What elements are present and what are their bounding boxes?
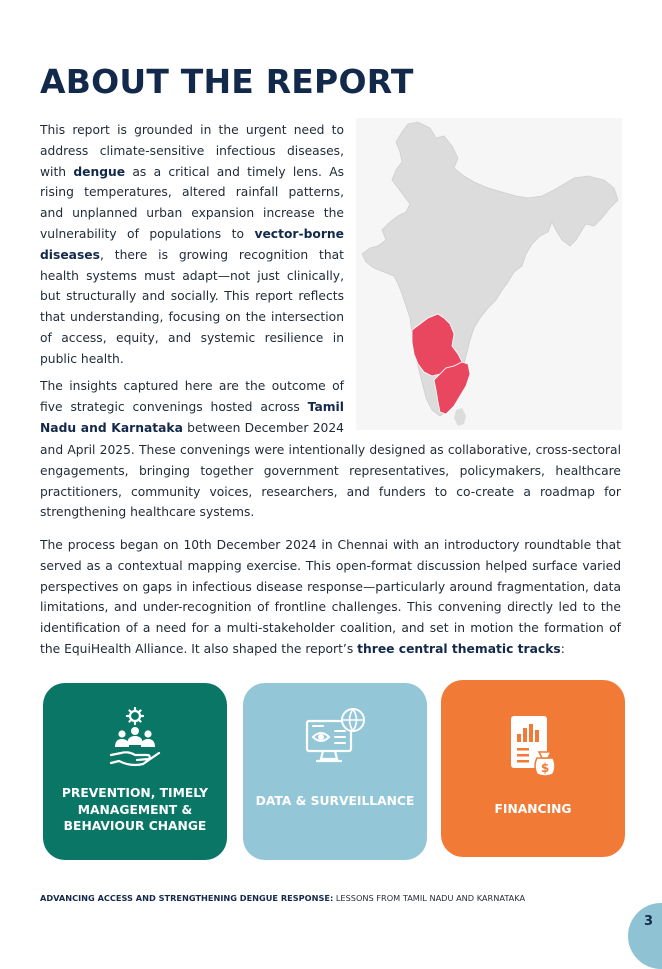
track-card-data — [243, 683, 427, 860]
body-text: : — [560, 641, 565, 656]
body-text: , there is growing recognition that health systems must adapt—not just clinically, but structurally and socially. This report reflects that understanding, focusing on the intersection of access, equity, and systemic resilience in public health. — [40, 247, 344, 366]
community-care-icon — [105, 707, 165, 769]
body-text: as a critical and timely lens. As rising temperatures, altered rainfall patterns, and unplanned urban expansion increase the vulnerability of populations to — [40, 164, 345, 241]
body-text: The insights captured here are the outcome of five strategic convenings hosted across — [40, 379, 344, 414]
monitor-surveillance-icon — [303, 707, 367, 767]
running-footer — [40, 893, 525, 903]
emphasis-text: vector-borne diseases — [40, 226, 344, 262]
track-label: PREVENTION, TIMELY MANAGEMENT & BEHAVIOUR CHANGE — [61, 786, 209, 833]
process-paragraph — [40, 535, 621, 660]
track-label: FINANCING — [494, 802, 572, 816]
emphasis-text: Tamil Nadu and Karnataka — [40, 399, 344, 435]
finance-report-icon — [507, 714, 559, 778]
convenings-paragraph-cont — [40, 440, 621, 523]
body-text: The process began on 10th December 2024 in Chennai with an introductory roundtable that served as a contextual mapping exercise. This open-format discussion helped surface varied perspectives on gaps in infectious disease response—particularly around fragmentation, data limitations, and under-recognition of frontline challenges. This convening directly led to the identification of a need for a multi-stakeholder coalition, and set in motion the formation of the EquiHealth Alliance. It also shaped the report’s — [40, 538, 621, 656]
track-card-prevention — [43, 683, 227, 860]
body-text: This report is grounded in the urgent need to address climate-sensitive infectious diseases, with — [40, 123, 344, 179]
footer-bold: ADVANCING ACCESS AND STRENGTHENING DENGUE RESPONSE: — [40, 893, 334, 903]
india-map — [356, 118, 622, 430]
page-number-badge — [628, 903, 662, 969]
page-title: ABOUT THE REPORT — [40, 62, 414, 101]
emphasis-text: dengue — [73, 164, 126, 179]
track-card-financing — [441, 680, 625, 857]
footer-rest: LESSONS FROM TAMIL NADU AND KARNATAKA — [333, 893, 526, 903]
convenings-paragraph-start — [40, 376, 344, 438]
emphasis-text: three central thematic tracks — [357, 641, 561, 656]
page-number: 3 — [644, 914, 654, 929]
svg-text:$: $ — [540, 761, 550, 775]
intro-paragraph — [40, 120, 344, 370]
body-text: between December 2024 — [182, 420, 344, 435]
body-text: and April 2025. These convenings were intentionally designed as collaborative, cross-sectoral engagements, bringing together government representatives, policymakers, healthcare practitioners, community voices, researchers, and funders to co-create a roadmap for strengthening healthcare systems. — [40, 443, 621, 520]
track-label: DATA & SURVEILLANCE — [255, 794, 415, 808]
